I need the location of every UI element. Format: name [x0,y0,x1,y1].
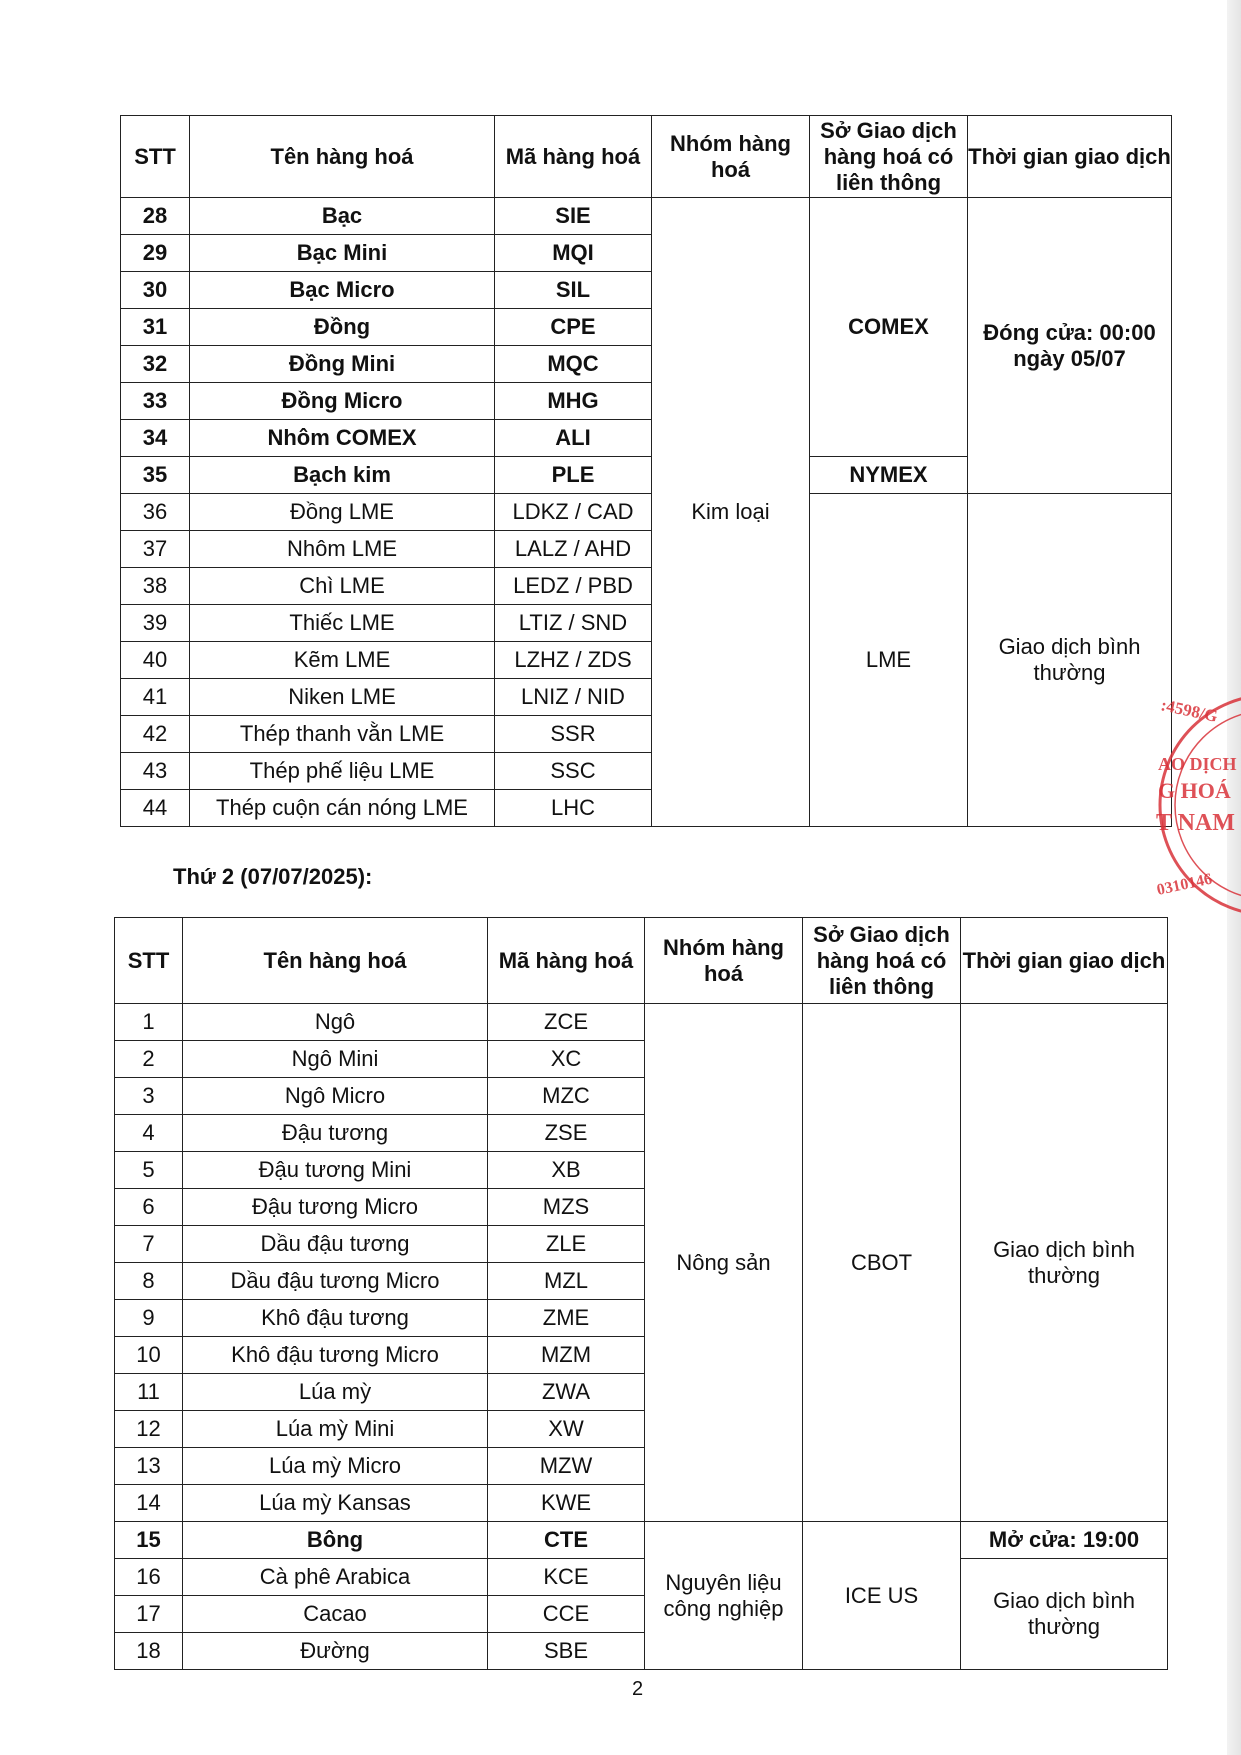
time-cell: Giao dịch bình thường [961,1559,1168,1670]
table-cell: 13 [115,1448,183,1485]
table-header-row [121,116,1172,198]
table-cell: 36 [121,494,190,531]
table-cell: Cacao [183,1596,488,1633]
table-cell: Nhôm LME [190,531,495,568]
table-cell: XW [488,1411,645,1448]
table-cell: MZL [488,1263,645,1300]
table-cell: Đậu tương Micro [183,1189,488,1226]
table-cell: 43 [121,753,190,790]
time-cell: Giao dịch bình thường [961,1004,1168,1522]
svg-text::4598/G: :4598/G [1159,695,1220,726]
table-cell: Đồng [190,309,495,346]
table-cell: LNIZ / NID [495,679,652,716]
column-header: Sở Giao dịch hàng hoá có liên thông [810,116,968,198]
table-cell: LEDZ / PBD [495,568,652,605]
table-cell: Ngô Mini [183,1041,488,1078]
table-row [115,1522,1168,1559]
table-cell: 9 [115,1300,183,1337]
column-header: Nhóm hàng hoá [652,116,810,198]
table-cell: LHC [495,790,652,827]
table-cell: 40 [121,642,190,679]
column-header: Thời gian giao dịch [968,116,1172,198]
table-cell: Kẽm LME [190,642,495,679]
column-header: STT [115,918,183,1004]
table-cell: Đồng Mini [190,346,495,383]
time-cell: Đóng cửa: 00:00 ngày 05/07 [968,198,1172,494]
table-cell: ZLE [488,1226,645,1263]
table-cell: 17 [115,1596,183,1633]
exchange-cell: ICE US [803,1522,961,1670]
commodity-table-1 [120,115,1172,827]
exchange-cell: NYMEX [810,457,968,494]
table-cell: 42 [121,716,190,753]
table-cell: 2 [115,1041,183,1078]
group-cell: Nguyên liệu công nghiệp [645,1522,803,1670]
table-cell: Chì LME [190,568,495,605]
table-cell: Bạc Micro [190,272,495,309]
table-cell: ZSE [488,1115,645,1152]
table-cell: 44 [121,790,190,827]
exchange-cell: COMEX [810,198,968,457]
table-cell: ZCE [488,1004,645,1041]
table-cell: 34 [121,420,190,457]
table-cell: 10 [115,1337,183,1374]
exchange-cell: LME [810,494,968,827]
table-cell: MQC [495,346,652,383]
table-cell: ALI [495,420,652,457]
table-cell: Đậu tương [183,1115,488,1152]
table-cell: Ngô Micro [183,1078,488,1115]
table-cell: LALZ / AHD [495,531,652,568]
table-cell: Dầu đậu tương [183,1226,488,1263]
table-cell: Khô đậu tương [183,1300,488,1337]
table-row [121,198,1172,235]
column-header: Tên hàng hoá [183,918,488,1004]
table-cell: Thiếc LME [190,605,495,642]
table-cell: LDKZ / CAD [495,494,652,531]
table-cell: Bạc [190,198,495,235]
table-cell: KWE [488,1485,645,1522]
table-cell: Thép thanh vằn LME [190,716,495,753]
column-header: Thời gian giao dịch [961,918,1168,1004]
table-header-row [115,918,1168,1004]
commodity-table-2 [114,917,1168,1670]
company-seal-stamp [1150,690,1241,920]
table-cell: Dầu đậu tương Micro [183,1263,488,1300]
table-cell: 8 [115,1263,183,1300]
table-cell: LZHZ / ZDS [495,642,652,679]
table-cell: KCE [488,1559,645,1596]
table-cell: SIL [495,272,652,309]
table-cell: 5 [115,1152,183,1189]
table-cell: 7 [115,1226,183,1263]
table-cell: Nhôm COMEX [190,420,495,457]
table-cell: CCE [488,1596,645,1633]
table-row [115,1559,1168,1596]
table-cell: 16 [115,1559,183,1596]
table-cell: 1 [115,1004,183,1041]
table-cell: Đường [183,1633,488,1670]
table-cell: Bạch kim [190,457,495,494]
table-cell: Lúa mỳ [183,1374,488,1411]
table-cell: MZC [488,1078,645,1115]
table-cell: 3 [115,1078,183,1115]
svg-text:0310146: 0310146 [1155,870,1214,899]
table-cell: 28 [121,198,190,235]
table-cell: Lúa mỳ Mini [183,1411,488,1448]
table-cell: 18 [115,1633,183,1670]
table-cell: Thép cuộn cán nóng LME [190,790,495,827]
table-cell: XB [488,1152,645,1189]
table-cell: Khô đậu tương Micro [183,1337,488,1374]
table-cell: Đồng Micro [190,383,495,420]
table-cell: 14 [115,1485,183,1522]
page-number: 2 [632,1678,644,1700]
table-cell: Lúa mỳ Micro [183,1448,488,1485]
table-cell: 33 [121,383,190,420]
table-cell: SSC [495,753,652,790]
table-cell: Ngô [183,1004,488,1041]
column-header: Mã hàng hoá [495,116,652,198]
table-cell: 31 [121,309,190,346]
table-row [115,1004,1168,1041]
table-cell: Cà phê Arabica [183,1559,488,1596]
table-cell: PLE [495,457,652,494]
table-cell: SIE [495,198,652,235]
column-header: Mã hàng hoá [488,918,645,1004]
table-cell: ZME [488,1300,645,1337]
table-cell: MZW [488,1448,645,1485]
table-cell: MHG [495,383,652,420]
table-cell: ZWA [488,1374,645,1411]
table-cell: XC [488,1041,645,1078]
table-cell: 29 [121,235,190,272]
section-title: Thứ 2 (07/07/2025): [173,864,373,889]
table-cell: Thép phế liệu LME [190,753,495,790]
table-cell: 37 [121,531,190,568]
column-header: Sở Giao dịch hàng hoá có liên thông [803,918,961,1004]
table-cell: 32 [121,346,190,383]
table-cell: Đồng LME [190,494,495,531]
table-cell: 4 [115,1115,183,1152]
exchange-cell: CBOT [803,1004,961,1522]
table-cell: Bạc Mini [190,235,495,272]
table-cell: 30 [121,272,190,309]
table-cell: 39 [121,605,190,642]
table-cell: SBE [488,1633,645,1670]
column-header: Tên hàng hoá [190,116,495,198]
table-cell: 38 [121,568,190,605]
group-cell: Nông sản [645,1004,803,1522]
table-cell: Niken LME [190,679,495,716]
table-cell: 11 [115,1374,183,1411]
svg-text:T NAM: T NAM [1156,810,1235,836]
table-cell: 41 [121,679,190,716]
group-cell: Kim loại [652,198,810,827]
table-cell: LTIZ / SND [495,605,652,642]
table-cell: MZM [488,1337,645,1374]
time-cell: Mở cửa: 19:00 [961,1522,1168,1559]
table-row [121,494,1172,531]
table-cell: 35 [121,457,190,494]
table-cell: MZS [488,1189,645,1226]
table-cell: 15 [115,1522,183,1559]
svg-text:AO DỊCH: AO DỊCH [1158,754,1237,774]
svg-text:G HOÁ: G HOÁ [1158,778,1231,803]
table-cell: 6 [115,1189,183,1226]
table-cell: CTE [488,1522,645,1559]
table-cell: MQI [495,235,652,272]
table-cell: CPE [495,309,652,346]
time-cell: Giao dịch bình thường [968,494,1172,827]
table-cell: Đậu tương Mini [183,1152,488,1189]
column-header: Nhóm hàng hoá [645,918,803,1004]
column-header: STT [121,116,190,198]
table-cell: Lúa mỳ Kansas [183,1485,488,1522]
table-cell: SSR [495,716,652,753]
table-cell: 12 [115,1411,183,1448]
table-cell: Bông [183,1522,488,1559]
